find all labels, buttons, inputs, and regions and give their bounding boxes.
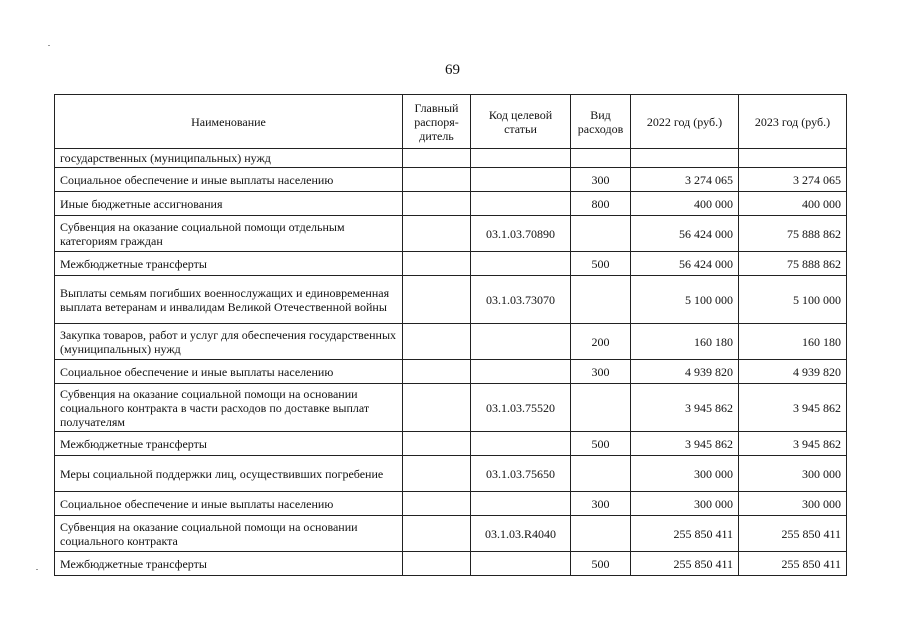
cell-type bbox=[571, 149, 631, 168]
table-row bbox=[55, 149, 847, 168]
cell-2023 bbox=[739, 149, 847, 168]
table-row bbox=[55, 168, 847, 192]
header-row bbox=[55, 95, 847, 149]
cell-name: государственных (муниципальных) нужд bbox=[55, 149, 403, 168]
cell-2022: 400 000 bbox=[631, 192, 739, 216]
cell-code: 03.1.03.73070 bbox=[471, 276, 571, 324]
cell-2023: 160 180 bbox=[739, 324, 847, 360]
cell-name: Межбюджетные трансферты bbox=[55, 252, 403, 276]
cell-type bbox=[571, 276, 631, 324]
table-row bbox=[55, 216, 847, 252]
cell-type: 800 bbox=[571, 192, 631, 216]
cell-2022: 160 180 bbox=[631, 324, 739, 360]
cell-name: Иные бюджетные ассигнования bbox=[55, 192, 403, 216]
cell-type: 500 bbox=[571, 432, 631, 456]
table-row bbox=[55, 360, 847, 384]
cell-2022: 5 100 000 bbox=[631, 276, 739, 324]
cell-2023: 75 888 862 bbox=[739, 252, 847, 276]
cell-type: 300 bbox=[571, 360, 631, 384]
budget-table bbox=[54, 94, 847, 576]
cell-type: 500 bbox=[571, 252, 631, 276]
cell-admin bbox=[403, 432, 471, 456]
page-number: 69 bbox=[445, 62, 460, 78]
cell-name: Меры социальной поддержки лиц, осуществивших погребение bbox=[55, 456, 403, 492]
cell-type bbox=[571, 216, 631, 252]
cell-2023: 4 939 820 bbox=[739, 360, 847, 384]
cell-code bbox=[471, 360, 571, 384]
table-row bbox=[55, 456, 847, 492]
scan-speck bbox=[48, 45, 50, 46]
table-row bbox=[55, 252, 847, 276]
table-row bbox=[55, 552, 847, 576]
header-2023: 2023 год (руб.) bbox=[739, 95, 847, 149]
cell-admin bbox=[403, 384, 471, 432]
cell-admin bbox=[403, 276, 471, 324]
table-row bbox=[55, 516, 847, 552]
cell-2022: 56 424 000 bbox=[631, 216, 739, 252]
cell-admin bbox=[403, 149, 471, 168]
table-body bbox=[55, 149, 847, 576]
cell-name: Межбюджетные трансферты bbox=[55, 552, 403, 576]
header-2022: 2022 год (руб.) bbox=[631, 95, 739, 149]
cell-admin bbox=[403, 456, 471, 492]
cell-type: 300 bbox=[571, 492, 631, 516]
cell-name: Субвенция на оказание социальной помощи на основании социального контракта bbox=[55, 516, 403, 552]
cell-admin bbox=[403, 360, 471, 384]
cell-code bbox=[471, 192, 571, 216]
cell-admin bbox=[403, 252, 471, 276]
cell-name: Межбюджетные трансферты bbox=[55, 432, 403, 456]
cell-2023: 255 850 411 bbox=[739, 516, 847, 552]
cell-2022: 300 000 bbox=[631, 492, 739, 516]
cell-2023: 400 000 bbox=[739, 192, 847, 216]
cell-name: Субвенция на оказание социальной помощи на основании социального контракта в части расходов по доставке выплат получателям bbox=[55, 384, 403, 432]
cell-admin bbox=[403, 324, 471, 360]
table-row bbox=[55, 384, 847, 432]
header-name: Наименование bbox=[55, 95, 403, 149]
cell-admin bbox=[403, 192, 471, 216]
cell-2022: 3 945 862 bbox=[631, 432, 739, 456]
cell-type: 300 bbox=[571, 168, 631, 192]
table-row bbox=[55, 276, 847, 324]
cell-code: 03.1.03.70890 bbox=[471, 216, 571, 252]
cell-name: Закупка товаров, работ и услуг для обеспечения государственных (муниципальных) нужд bbox=[55, 324, 403, 360]
cell-code: 03.1.03.R4040 bbox=[471, 516, 571, 552]
cell-code: 03.1.03.75520 bbox=[471, 384, 571, 432]
cell-type: 500 bbox=[571, 552, 631, 576]
cell-admin bbox=[403, 516, 471, 552]
cell-name: Выплаты семьям погибших военнослужащих и единовременная выплата ветеранам и инвалидам Великой Отечественной войны bbox=[55, 276, 403, 324]
cell-2023: 255 850 411 bbox=[739, 552, 847, 576]
cell-code bbox=[471, 324, 571, 360]
cell-code: 03.1.03.75650 bbox=[471, 456, 571, 492]
cell-type bbox=[571, 456, 631, 492]
cell-name: Социальное обеспечение и иные выплаты населению bbox=[55, 492, 403, 516]
cell-2022: 4 939 820 bbox=[631, 360, 739, 384]
cell-name: Социальное обеспечение и иные выплаты населению bbox=[55, 360, 403, 384]
cell-admin bbox=[403, 216, 471, 252]
cell-2022 bbox=[631, 149, 739, 168]
cell-2022: 3 274 065 bbox=[631, 168, 739, 192]
table-row bbox=[55, 492, 847, 516]
cell-type bbox=[571, 384, 631, 432]
cell-code bbox=[471, 252, 571, 276]
cell-name: Социальное обеспечение и иные выплаты населению bbox=[55, 168, 403, 192]
cell-2023: 3 274 065 bbox=[739, 168, 847, 192]
cell-2022: 255 850 411 bbox=[631, 552, 739, 576]
cell-admin bbox=[403, 552, 471, 576]
cell-name: Субвенция на оказание социальной помощи отдельным категориям граждан bbox=[55, 216, 403, 252]
cell-2023: 5 100 000 bbox=[739, 276, 847, 324]
cell-2023: 75 888 862 bbox=[739, 216, 847, 252]
cell-2022: 255 850 411 bbox=[631, 516, 739, 552]
cell-2023: 300 000 bbox=[739, 492, 847, 516]
cell-2022: 300 000 bbox=[631, 456, 739, 492]
cell-code bbox=[471, 552, 571, 576]
cell-code bbox=[471, 149, 571, 168]
cell-2023: 300 000 bbox=[739, 456, 847, 492]
table-row bbox=[55, 324, 847, 360]
cell-admin bbox=[403, 168, 471, 192]
header-type: Вид расходов bbox=[571, 95, 631, 149]
cell-code bbox=[471, 168, 571, 192]
cell-2022: 3 945 862 bbox=[631, 384, 739, 432]
scan-speck bbox=[36, 569, 38, 570]
cell-2023: 3 945 862 bbox=[739, 432, 847, 456]
cell-2022: 56 424 000 bbox=[631, 252, 739, 276]
header-admin: Главный распоря-дитель bbox=[403, 95, 471, 149]
cell-type bbox=[571, 516, 631, 552]
table-row bbox=[55, 192, 847, 216]
cell-admin bbox=[403, 492, 471, 516]
table-row bbox=[55, 432, 847, 456]
cell-type: 200 bbox=[571, 324, 631, 360]
table-header bbox=[55, 95, 847, 149]
cell-code bbox=[471, 432, 571, 456]
cell-2023: 3 945 862 bbox=[739, 384, 847, 432]
cell-code bbox=[471, 492, 571, 516]
header-code: Код целевой статьи bbox=[471, 95, 571, 149]
